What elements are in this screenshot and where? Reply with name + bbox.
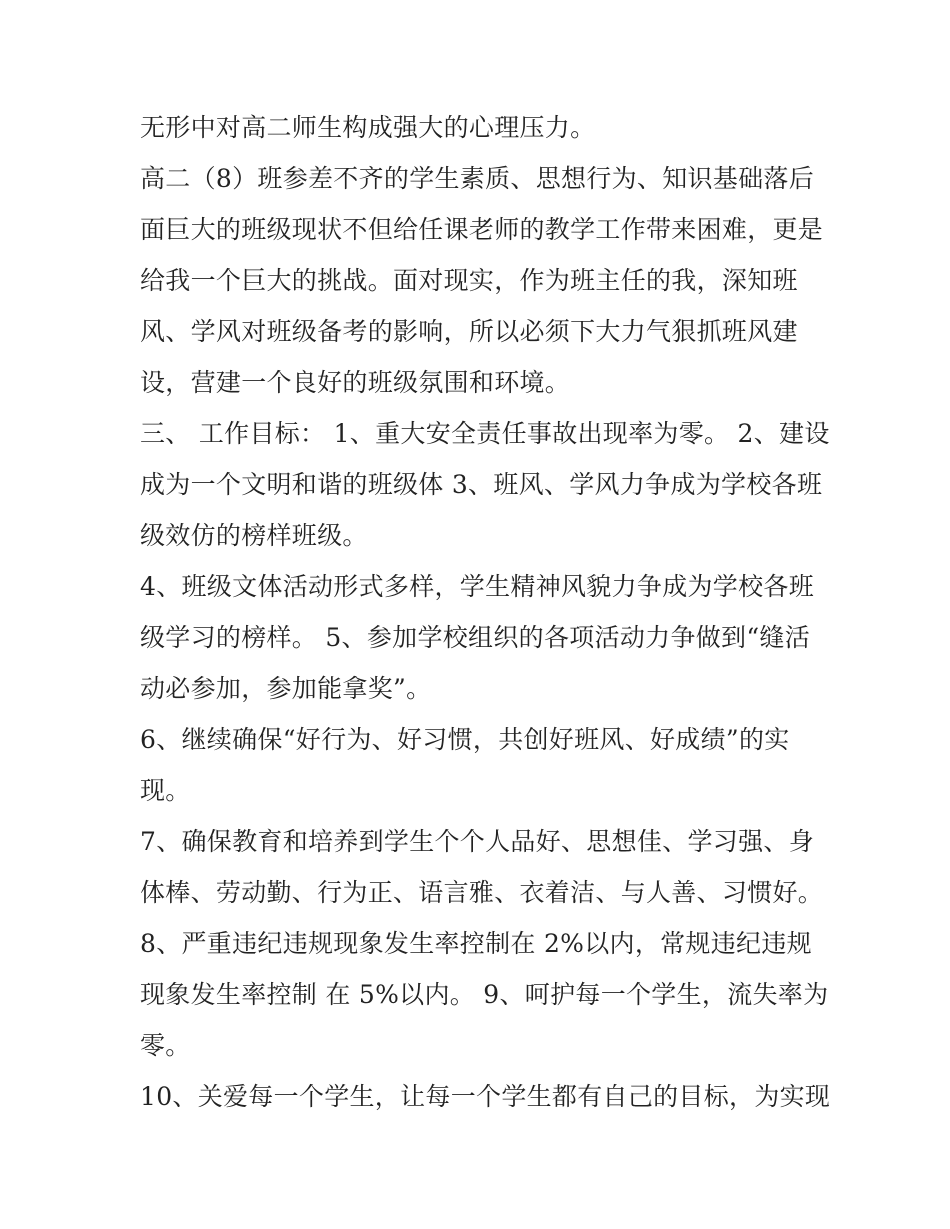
text-line: 风、学风对班级备考的影响，所以必须下大力气狠抓班风建: [140, 317, 798, 346]
text-line: 现象发生率控制 在 5%以内。 9、呵护每一个学生，流失率为: [140, 980, 829, 1009]
text-line: 零。: [140, 1031, 191, 1060]
text-line: 面巨大的班级现状不但给任课老师的教学工作带来困难，更是: [140, 215, 824, 244]
text-line: 高二（8）班参差不齐的学生素质、思想行为、知识基础落后: [140, 164, 815, 193]
text-line: 级学习的榜样。 5、参加学校组织的各项活动力争做到“缝活: [140, 623, 811, 652]
text-line: 4、班级文体活动形式多样，学生精神风貌力争成为学校各班: [140, 572, 815, 601]
text-line: 级效仿的榜样班级。: [140, 521, 368, 550]
text-line: 设，营建一个良好的班级氛围和环境。: [140, 368, 571, 397]
text-line: 现。: [140, 776, 191, 805]
text-line: 给我一个巨大的挑战。面对现实，作为班主任的我，深知班: [140, 266, 798, 295]
text-line: 10、关爱每一个学生，让每一个学生都有自己的目标，为实现: [140, 1082, 831, 1111]
text-line: 6、继续确保“好行为、好习惯，共创好班风、好成绩”的实: [140, 725, 790, 754]
text-line: 三、 工作目标： 1、重大安全责任事故出现率为零。 2、建设: [140, 419, 830, 448]
text-line: 无形中对高二师生构成强大的心理压力。: [140, 113, 596, 142]
text-line: 动必参加，参加能拿奖”。: [140, 674, 432, 703]
document-body: [140, 102, 840, 1122]
text-line: 体棒、劳动勤、行为正、语言雅、衣着洁、与人善、习惯好。: [140, 878, 824, 907]
text-line: 成为一个文明和谐的班级体 3、班风、学风力争成为学校各班: [140, 470, 823, 499]
text-line: 8、严重违纪违规现象发生率控制在 2%以内，常规违纪违规: [140, 929, 812, 958]
text-line: 7、确保教育和培养到学生个个人品好、思想佳、学习强、身: [140, 827, 815, 856]
